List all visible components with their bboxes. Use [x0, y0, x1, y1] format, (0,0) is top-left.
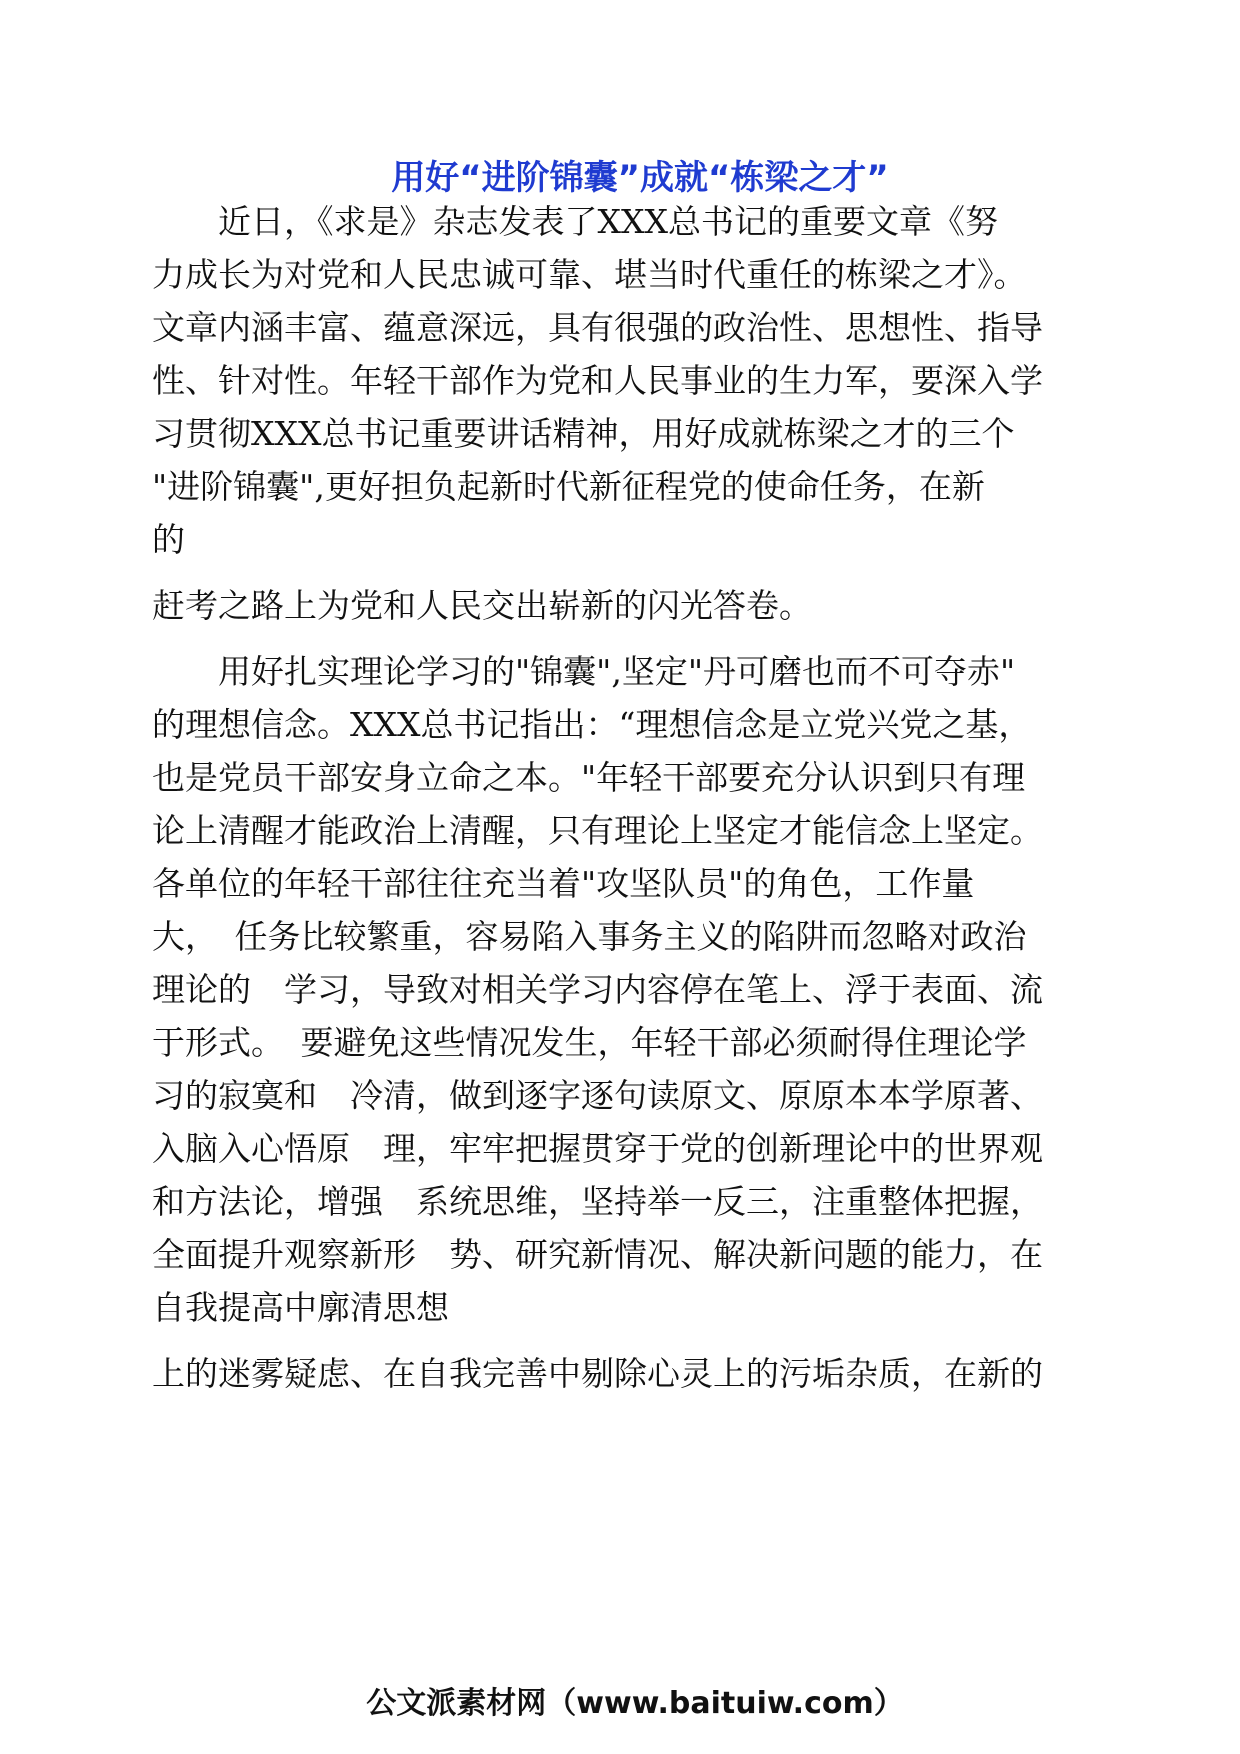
body-line: 的理想信念。XXX总书记指出：“理想信念是立党兴党之基，: [152, 705, 1032, 744]
body-line: 性、针对性。年轻干部作为党和人民事业的生力军，要深入学: [152, 361, 1043, 400]
body-line: 用好扎实理论学习的"锦囊",坚定"丹可磨也而不可夺赤": [152, 652, 1016, 691]
document-title: 用好“进阶锦囊”成就“栋梁之才”: [391, 158, 889, 198]
body-line: "进阶锦囊",更好担负起新时代新征程党的使命任务，在新: [152, 467, 985, 506]
body-line: 的: [152, 520, 185, 559]
body-line: 习贯彻XXX总书记重要讲话精神，用好成就栋梁之才的三个: [152, 414, 1015, 453]
body-line: 自我提高中廓清思想: [152, 1288, 449, 1327]
body-line: 力成长为对党和人民忠诚可靠、堪当时代重任的栋梁之才》。: [152, 255, 1027, 294]
body-line: 近日，《求是》杂志发表了XXX总书记的重要文章《努: [152, 202, 998, 241]
body-line: 论上清醒才能政治上清醒，只有理论上坚定才能信念上坚定。: [152, 811, 1043, 850]
body-line: 和方法论，增强 系统思维，坚持举一反三，注重整体把握，: [152, 1182, 1043, 1221]
body-line: 也是党员干部安身立命之本。"年轻干部要充分认识到只有理: [152, 758, 1026, 797]
body-line: 赶考之路上为党和人民交出崭新的闪光答卷。: [152, 586, 812, 625]
body-line: 于形式。 要避免这些情况发生，年轻干部必须耐得住理论学: [152, 1023, 1027, 1062]
body-line: 理论的 学习，导致对相关学习内容停在笔上、浮于表面、流: [152, 970, 1043, 1009]
page-footer: 公文派素材网（www.baituiw.com）: [366, 1686, 904, 1721]
body-line: 大， 任务比较繁重，容易陷入事务主义的陷阱而忽略对政治: [152, 917, 1027, 956]
body-line: 各单位的年轻干部往往充当着"攻坚队员"的角色，工作量: [152, 864, 975, 903]
body-line: 文章内涵丰富、蕴意深远，具有很强的政治性、思想性、指导: [152, 308, 1043, 347]
body-line: 全面提升观察新形 势、研究新情况、解决新问题的能力，在: [152, 1235, 1043, 1274]
body-line: 上的迷雾疑虑、在自我完善中剔除心灵上的污垢杂质，在新的: [152, 1354, 1043, 1393]
body-line: 入脑入心悟原 理，牢牢把握贯穿于党的创新理论中的世界观: [152, 1129, 1043, 1168]
body-line: 习的寂寞和 冷清，做到逐字逐句读原文、原原本本学原著、: [152, 1076, 1043, 1115]
